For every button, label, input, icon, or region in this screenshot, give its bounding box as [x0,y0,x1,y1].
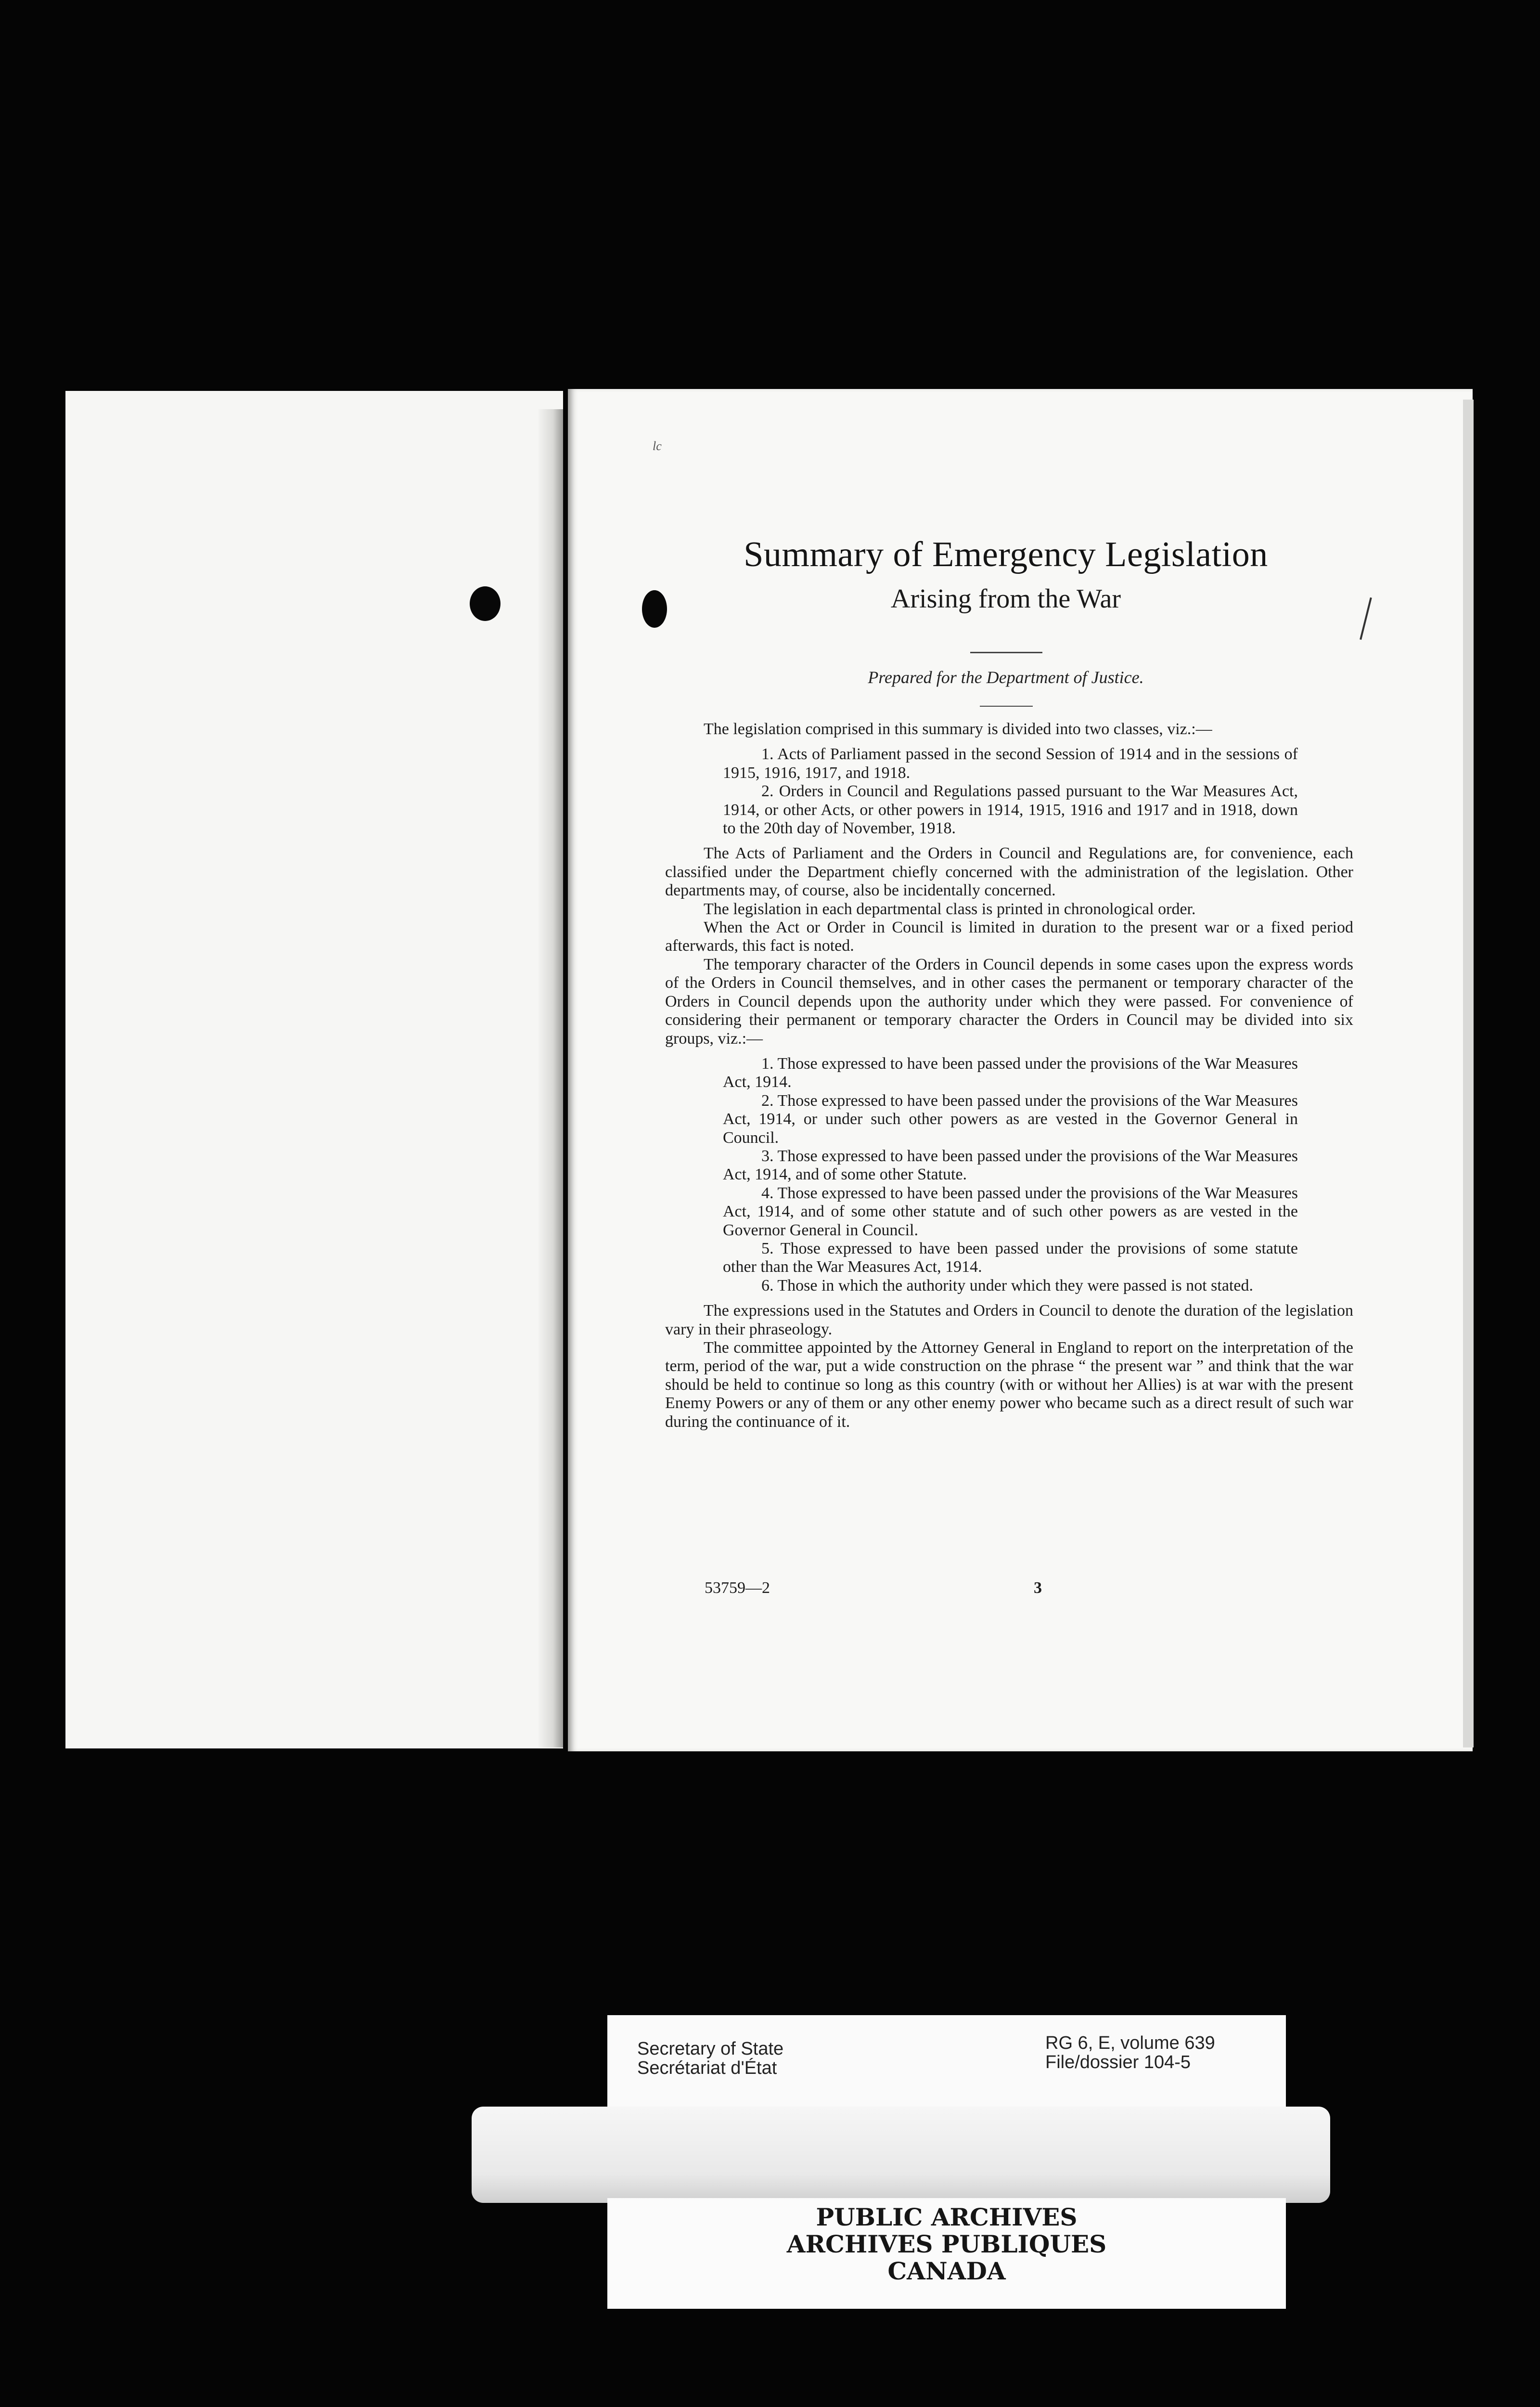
archive-stamp-card [607,2198,1286,2309]
department-french: Secrétariat d'État [637,2058,777,2078]
reference-file: File/dossier 104-5 [1045,2052,1191,2072]
document-subtitle: Arising from the War [890,584,1121,614]
reference-volume: RG 6, E, volume 639 [1045,2033,1215,2053]
list-item: 5. Those expressed to have been passed under the provisions of some statute other than the War Measures Act, 1914. [723,1239,1298,1276]
stamp-line-2: ARCHIVES PUBLIQUES [786,2230,1107,2258]
paragraph: The temporary character of the Orders in Council depends in some cases upon the express words of the Orders in Council themselves, and in other cases the permanent or temporary character of the Orders in Council depends upon the authority under which they were passed. For convenience of considering their permanent or temporary character the Orders in Council may be divided into six groups, viz.:— [665,955,1353,1048]
stamp-line-1: PUBLIC ARCHIVES [816,2203,1078,2231]
title-rule [970,652,1042,653]
paragraph: The legislation comprised in this summary is divided into two classes, viz.:— [704,720,1212,738]
right-page-rim [1463,400,1474,1747]
prepared-by: Prepared for the Department of Justice. [868,668,1144,687]
archive-strip [472,2107,1330,2203]
punch-hole-left [470,586,500,621]
stamp-line-3: CANADA [887,2257,1006,2285]
corner-mark: lc [653,439,662,453]
paragraph: The expressions used in the Statutes and Orders in Council to denote the duration of the legislation vary in their phraseology. [665,1302,1353,1338]
list-item: 1. Acts of Parliament passed in the second Session of 1914 and in the sessions of 1915, 1916, 1917, and 1918. [723,745,1298,782]
prepared-rule [980,706,1033,707]
paragraph: The legislation in each departmental class is printed in chronological order. [704,900,1196,918]
page-number: 3 [1034,1579,1042,1597]
paragraph: The Acts of Parliament and the Orders in Council and Regulations are, for convenience, each classified under the Department chiefly concerned with the administration of the legislation. Other departments may, of course, also be incidentally concerned. [665,844,1353,900]
list-item: 2. Orders in Council and Regulations passed pursuant to the War Measures Act, 1914, or other Acts, or other powers in 1914, 1915, 1916 and 1917 and in 1918, down to the 20th day of November, 1918. [723,782,1298,838]
archive-reference [1045,2033,1215,2072]
body-text [665,720,1353,1431]
department-english: Secretary of State [637,2039,784,2059]
page-footer [705,1579,1070,1598]
paragraph: When the Act or Order in Council is limited in duration to the present war or a fixed period afterwards, this fact is noted. [665,919,1353,955]
archive-department [637,2039,783,2078]
print-code: 53759—2 [705,1579,770,1597]
list-item: 2. Those expressed to have been passed under the provisions of the War Measures Act, 1914, or under such other powers as are vested in the Governor General in Council. [723,1091,1298,1147]
list-item: 4. Those expressed to have been passed under the provisions of the War Measures Act, 1914, and of some other statute and of such other powers as are vested in the Governor General in Council. [723,1184,1298,1239]
list-item: 1. Those expressed to have been passed under the provisions of the War Measures Act, 1914. [723,1054,1298,1091]
list-item: 3. Those expressed to have been passed under the provisions of the War Measures Act, 1914, and of some other Statute. [723,1147,1298,1184]
left-page-edge [538,409,563,1747]
list-item: 6. Those in which the authority under which they were passed is not stated. [761,1276,1253,1294]
paragraph: The committee appointed by the Attorney General in England to report on the interpretation of the term, period of the war, put a wide construction on the phrase “ the present war ” and think that the war should be held to continue so long as this country (with or without her Allies) is at war with the present Enemy Powers or any of them or any other enemy power who became such as a direct result of such war during the continuance of it. [665,1339,1353,1431]
archive-stamp [607,2204,1286,2285]
document-title: Summary of Emergency Legislation [744,535,1268,574]
